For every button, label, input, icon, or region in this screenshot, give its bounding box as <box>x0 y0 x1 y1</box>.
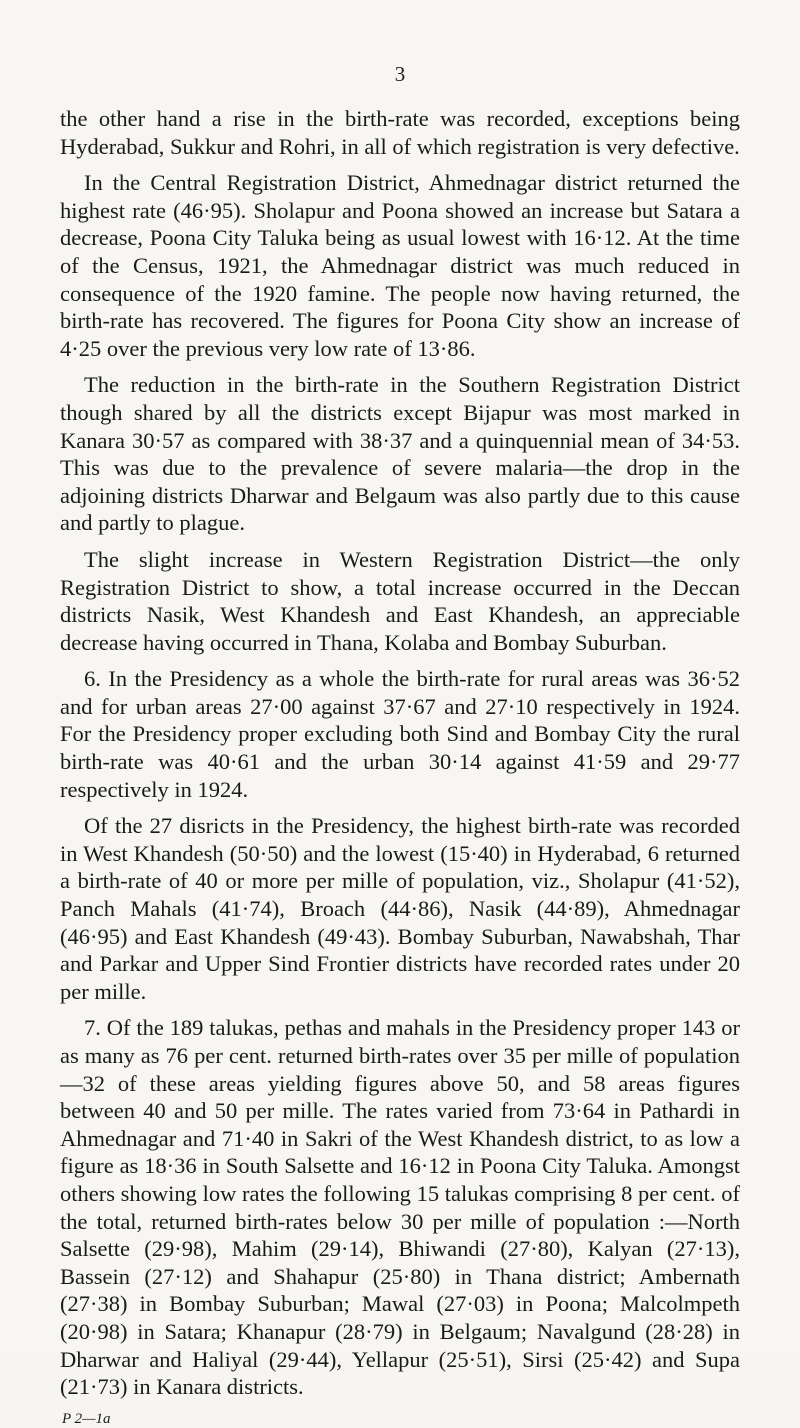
paragraph-section-7: 7. Of the 189 talukas, pethas and mahals in the Presidency proper 143 or as many as 76 per cent. returned birth-rates over 35 per mille of population—32 of these areas yielding figures above 50, and 58 areas figures between 40 and 50 per mille. The rates varied from 73·64 in Pathardi in Ahmednagar and 71·40 in Sakri of the West Khandesh district, to as low a figure as 18·36 in South Salsette and 16·12 in Poona City Taluka. Amongst others showing low rates the following 15 talukas comprising 8 per cent. of the total, returned birth-rates below 30 per mille of population :—North Salsette (29·98), Mahim (29·14), Bhiwandi (27·80), Kalyan (27·13), Bassein (27·12) and Shahapur (25·80) in Thana district; Ambernath (27·38) in Bombay Suburban; Mawal (27·03) in Poona; Malcolmpeth (20·98) in Satara; Khanapur (28·79) in Belgaum; Navalgund (28·28) in Dharwar and Haliyal (29·44), Yellapur (25·51), Sirsi (25·42) and Supa (21·73) in Kanara districts. <box>60 1015 740 1400</box>
paragraph-districts-rates: Of the 27 disricts in the Presidency, the highest birth-rate was recorded in West Khandesh (50·50) and the lowest (15·40) in Hyderabad, 6 returned a birth-rate of 40 or more per mille of population, viz., Sholapur (41·52), Panch Mahals (41·74), Broach (44·86), Nasik (44·89), Ahmednagar (46·95) and East Khandesh (49·43). Bombay Suburban, Nawabshah, Thar and Parkar and Upper Sind Frontier districts have recorded rates under 20 per mille. <box>60 813 740 1004</box>
page-number: 3 <box>394 62 406 86</box>
paragraph-western-district: The slight increase in Western Registration District—the only Registration District to show, a total increase occurred in the Deccan districts Nasik, West Khandesh and East Khandesh, an appreciable decrease having occurred in Thana, Kolaba and Bombay Suburban. <box>60 546 740 655</box>
paragraph-section-6: 6. In the Presidency as a whole the birth-rate for rural areas was 36·52 and for urban areas 27·00 against 37·67 and 27·10 respectively in 1924. For the Presidency proper excluding both Sind and Bombay City the rural birth-rate was 40·61 and the urban 30·14 against 41·59 and 29·77 respectively in 1924. <box>60 666 740 802</box>
paragraph-southern-district: The reduction in the birth-rate in the Southern Registration District though shared by all the districts except Bijapur was most marked in Kanara 30·57 as compared with 38·37 and a quinquennial mean of 34·53. This was due to the prevalence of severe malaria—the drop in the adjoining districts Dharwar and Belgaum was also partly due to this cause and partly to plague. <box>60 372 740 536</box>
printer-signature-mark: P 2—1a <box>62 1410 111 1427</box>
paragraph-continuation: the other hand a rise in the birth-rate was recorded, exceptions being Hyderabad, Sukkur and Rohri, in all of which registration is very defective. <box>60 106 740 159</box>
body-text <box>60 105 740 1428</box>
paragraph-central-district: In the Central Registration District, Ahmednagar district returned the highest rate (46·95). Sholapur and Poona showed an increase but Satara a decrease, Poona City Taluka being as usual lowest with 16·12. At the time of the Census, 1921, the Ahmednagar district was much reduced in consequence of the 1920 famine. The people now having returned, the birth-rate has recovered. The figures for Poona City show an increase of 4·25 over the previous very low rate of 13·86. <box>60 170 740 361</box>
